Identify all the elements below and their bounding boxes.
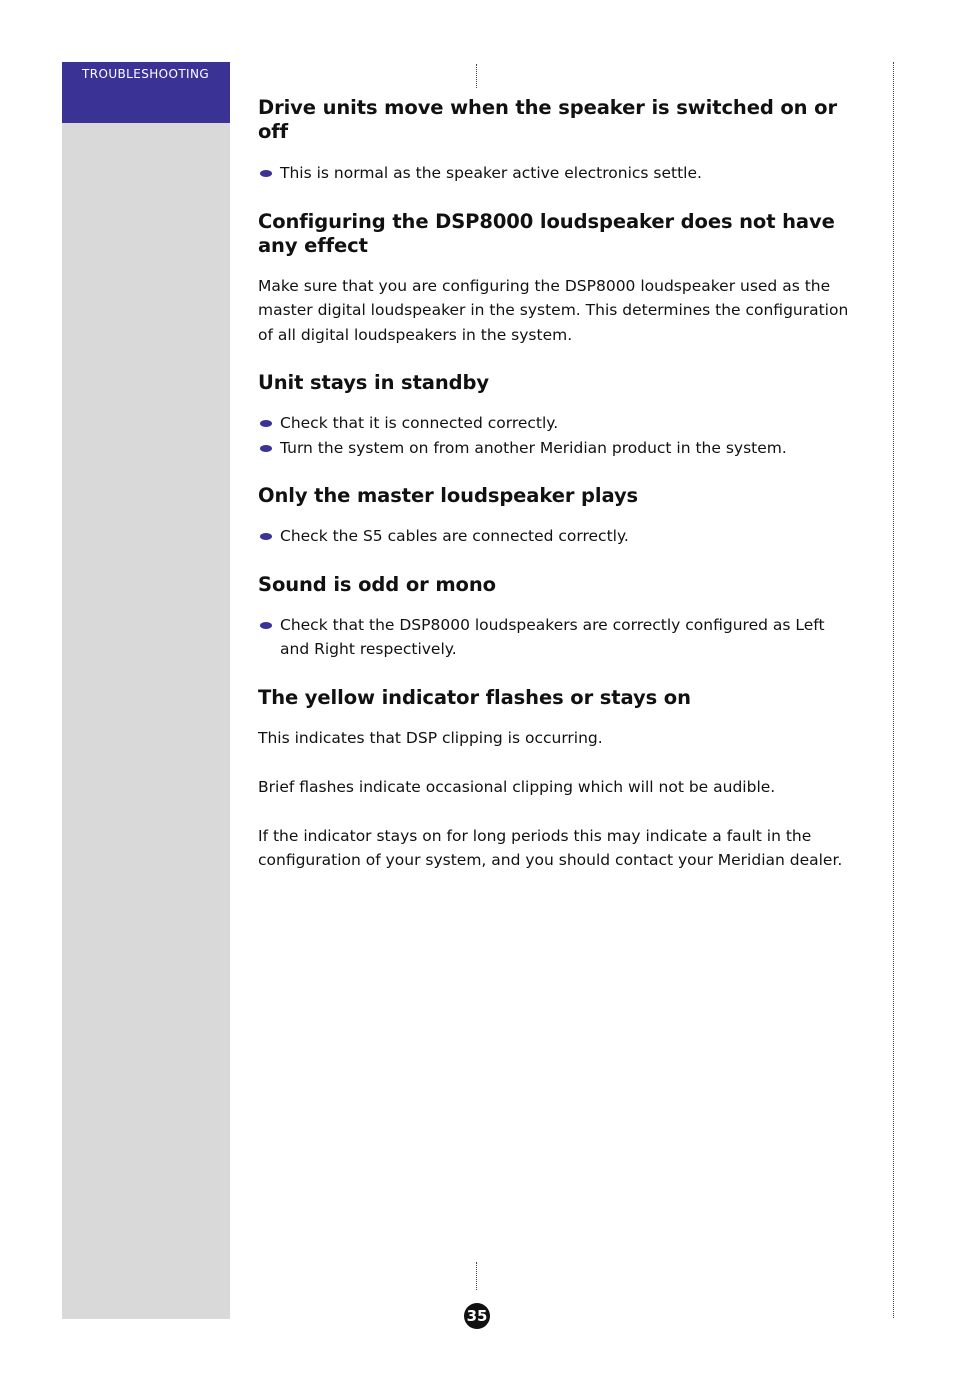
section-heading: Configuring the DSP8000 loudspeaker does not have any effect <box>258 209 835 257</box>
section-yellow-indicator <box>258 686 858 873</box>
section-tab <box>62 62 230 123</box>
bullet-icon <box>260 622 272 629</box>
section-heading: Unit stays in standby <box>258 371 489 394</box>
bullet-icon <box>260 170 272 177</box>
page-number-badge: 35 <box>464 1303 490 1329</box>
section-label: TROUBLESHOOTING <box>82 67 210 81</box>
bullet-icon <box>260 533 272 540</box>
section-paragraph: Brief flashes indicate occasional clipping which will not be audible. <box>258 777 776 796</box>
section-heading: The yellow indicator flashes or stays on <box>258 685 691 709</box>
list-item-text: Turn the system on from another Meridian product in the system. <box>280 438 787 457</box>
bottom-divider <box>476 1262 477 1290</box>
bullet-list <box>258 411 858 460</box>
list-item <box>258 613 858 662</box>
section-heading: Sound is odd or mono <box>258 572 496 596</box>
list-item <box>258 161 858 186</box>
list-item <box>258 524 858 549</box>
main-content <box>258 96 858 873</box>
list-item-text: Check the S5 cables are connected correctly. <box>280 527 629 545</box>
section-paragraph: Make sure that you are configuring the DSP8000 loudspeaker used as the master digital loudspeaker in the system. This determines the configuration of all digital loudspeakers in the system. <box>258 276 849 344</box>
section-drive-units <box>258 96 858 186</box>
bullet-list <box>258 161 858 186</box>
section-master-plays <box>258 484 858 549</box>
list-item <box>258 411 858 436</box>
list-item-text: Check that it is connected correctly. <box>280 414 559 432</box>
list-item <box>258 436 858 461</box>
sidebar-panel <box>62 62 230 1319</box>
bullet-list <box>258 524 858 549</box>
bullet-list <box>258 613 858 662</box>
section-standby <box>258 371 858 460</box>
bullet-icon <box>260 445 272 452</box>
section-paragraph: This indicates that DSP clipping is occurring. <box>258 728 603 747</box>
section-paragraph: If the indicator stays on for long periods this may indicate a fault in the configuration of your system, and you should contact your Meridian dealer. <box>258 826 843 869</box>
section-configuring <box>258 210 858 348</box>
section-heading: Drive units move when the speaker is switched on or off <box>258 96 837 143</box>
bullet-icon <box>260 420 272 427</box>
section-heading: Only the master loudspeaker plays <box>258 484 639 507</box>
right-margin-rule <box>893 62 894 1318</box>
list-item-text: This is normal as the speaker active electronics settle. <box>280 164 702 182</box>
top-divider <box>476 64 477 88</box>
section-sound-odd <box>258 573 858 662</box>
list-item-text: Check that the DSP8000 loudspeakers are correctly configured as Left and Right respectively. <box>280 615 825 658</box>
